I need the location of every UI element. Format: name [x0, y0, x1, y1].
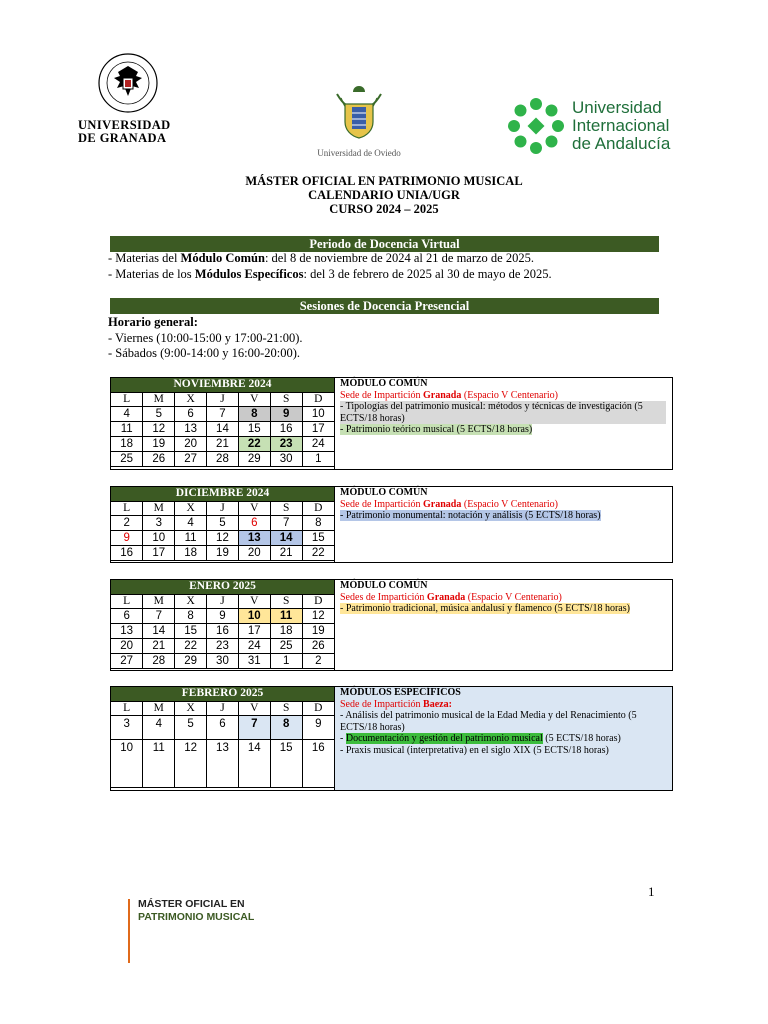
day-cell: 1	[270, 653, 302, 668]
weekday-label: L	[111, 701, 143, 715]
day-cell: 26	[302, 638, 334, 653]
weekday-label: X	[175, 501, 207, 515]
horario-line-1: - Viernes (10:00-15:00 y 17:00-21:00).	[108, 331, 303, 345]
day-cell: 6	[175, 406, 207, 421]
weekday-label: J	[207, 501, 239, 515]
day-cell: 2	[111, 515, 143, 530]
calendar-diciembre	[111, 487, 335, 562]
calendar-noviembre	[111, 378, 335, 469]
day-cell: 14	[207, 421, 239, 436]
day-cell: 12	[302, 608, 334, 623]
weekday-label: V	[238, 701, 270, 715]
footer-line-2: PATRIMONIO MUSICAL	[138, 911, 255, 923]
calendar-febrero	[111, 687, 335, 790]
day-cell: 6	[111, 608, 143, 623]
weekday-label: J	[207, 594, 239, 608]
session-day-cell: 14	[270, 530, 302, 545]
day-cell: 21	[270, 545, 302, 560]
day-cell: 19	[143, 436, 175, 451]
day-cell: 24	[238, 638, 270, 653]
sede-line: Sedes de Impartición Granada (Espacio V Centenario)	[340, 591, 562, 603]
day-cell: 12	[143, 421, 175, 436]
holiday-day-cell: 6	[238, 515, 270, 530]
day-cell: 25	[270, 638, 302, 653]
day-cell: 15	[270, 739, 302, 787]
weekday-label: M	[143, 392, 175, 406]
uniovi-logo	[304, 84, 414, 158]
day-cell: 10	[143, 530, 175, 545]
day-cell: 19	[302, 623, 334, 638]
day-cell: 17	[302, 421, 334, 436]
day-cell: 29	[175, 653, 207, 668]
title-line-1: MÁSTER OFICIAL EN PATRIMONIO MUSICAL	[245, 174, 523, 188]
horario-line-2: - Sábados (9:00-14:00 y 16:00-20:00).	[108, 346, 300, 360]
ugr-name: UNIVERSIDAD DE GRANADA	[78, 118, 171, 145]
day-cell: 7	[270, 515, 302, 530]
day-cell: 20	[111, 638, 143, 653]
session-day-cell: 7	[238, 715, 270, 739]
session-day-cell: 8	[270, 715, 302, 739]
weekday-label: L	[111, 501, 143, 515]
day-cell: 10	[302, 406, 334, 421]
subject-item: - Patrimonio monumental: notación y análisis (5 ECTS/18 horas)	[340, 510, 601, 521]
footer-brand	[138, 898, 254, 924]
day-cell: 22	[302, 545, 334, 560]
day-cell: 16	[207, 623, 239, 638]
uniovi-name: Universidad de Oviedo	[317, 148, 401, 158]
day-cell: 7	[207, 406, 239, 421]
subject-item: - Tipologías del patrimonio musical: métodos y técnicas de investigación (5 ECTS/18 horas)	[340, 401, 666, 424]
weekday-label: L	[111, 594, 143, 608]
day-cell: 13	[111, 623, 143, 638]
weekday-label: X	[175, 701, 207, 715]
day-cell: 12	[207, 530, 239, 545]
calendar-block-diciembre	[110, 486, 673, 563]
day-cell: 9	[302, 715, 334, 739]
day-cell: 1	[302, 451, 334, 466]
ugr-logo	[78, 52, 178, 145]
calendar-block-enero	[110, 579, 673, 671]
day-cell: 11	[175, 530, 207, 545]
page-number: 1	[648, 884, 655, 899]
module-heading: MÓDULOS ESPECÍFICOS	[340, 687, 461, 698]
day-cell: 15	[238, 421, 270, 436]
weekday-label: X	[175, 392, 207, 406]
weekday-label: L	[111, 392, 143, 406]
day-cell: 21	[143, 638, 175, 653]
module-heading: MÓDULO COMÚN	[340, 378, 428, 389]
day-cell: 10	[111, 739, 143, 787]
weekday-label: M	[143, 594, 175, 608]
day-cell: 17	[143, 545, 175, 560]
footer-divider	[128, 899, 130, 963]
holiday-day-cell: 9	[111, 530, 143, 545]
session-day-cell: 13	[238, 530, 270, 545]
virtual-heading: Periodo de Docencia Virtual	[110, 236, 659, 252]
subject-item: - Patrimonio teórico musical (5 ECTS/18 horas)	[340, 424, 533, 435]
module-heading: MÓDULO COMÚN	[340, 580, 428, 591]
day-cell: 17	[238, 623, 270, 638]
weekday-label: X	[175, 594, 207, 608]
unia-name: Universidad Internacional de Andalucía	[572, 98, 671, 153]
sede-line: Sede de Impartición Granada (Espacio V Centenario)	[340, 389, 558, 401]
virtual-line-1: - Materias del Módulo Común: del 8 de noviembre de 2024 al 21 de marzo de 2025.	[108, 251, 534, 265]
day-cell: 28	[143, 653, 175, 668]
day-cell: 27	[111, 653, 143, 668]
day-cell: 27	[175, 451, 207, 466]
subject-item: - Patrimonio tradicional, música andalusí y flamenco (5 ECTS/18 horas)	[340, 603, 630, 614]
calendar-block-noviembre	[110, 377, 673, 470]
day-cell: 18	[270, 623, 302, 638]
day-cell: 2	[302, 653, 334, 668]
day-cell: 5	[143, 406, 175, 421]
month-title: NOVIEMBRE 2024	[111, 378, 334, 392]
day-cell: 15	[302, 530, 334, 545]
weekday-label: J	[207, 701, 239, 715]
sede-line: Sede de Impartición Baeza:	[340, 698, 452, 710]
day-cell: 9	[207, 608, 239, 623]
weekday-label: V	[238, 392, 270, 406]
day-cell: 5	[175, 715, 207, 739]
day-cell: 11	[111, 421, 143, 436]
weekday-label: D	[302, 501, 334, 515]
module-heading: MÓDULO COMÚN	[340, 487, 428, 498]
module-info-enero	[335, 580, 672, 670]
weekday-label: M	[143, 501, 175, 515]
day-cell: 4	[111, 406, 143, 421]
module-info-febrero	[335, 687, 672, 790]
day-cell: 29	[238, 451, 270, 466]
session-day-cell: 9	[270, 406, 302, 421]
day-cell: 16	[302, 739, 334, 787]
session-day-cell: 10	[238, 608, 270, 623]
weekday-label: S	[270, 701, 302, 715]
day-cell: 19	[207, 545, 239, 560]
day-cell: 7	[143, 608, 175, 623]
day-cell: 13	[175, 421, 207, 436]
day-cell: 5	[207, 515, 239, 530]
module-info-diciembre	[335, 487, 672, 562]
unia-logo	[508, 98, 670, 154]
subject-item: - Documentación y gestión del patrimonio musical (5 ECTS/18 horas)	[340, 733, 621, 744]
day-cell: 20	[175, 436, 207, 451]
weekday-label: V	[238, 594, 270, 608]
weekday-label: S	[270, 594, 302, 608]
calendar-enero	[111, 580, 335, 670]
day-cell: 20	[238, 545, 270, 560]
unia-star-icon	[508, 98, 564, 154]
day-cell: 16	[111, 545, 143, 560]
sede-line: Sede de Impartición Granada (Espacio V Centenario)	[340, 498, 558, 510]
day-cell: 15	[175, 623, 207, 638]
weekday-label: D	[302, 594, 334, 608]
day-cell: 14	[238, 739, 270, 787]
calendar-block-febrero	[110, 686, 673, 791]
day-cell: 30	[207, 653, 239, 668]
day-cell: 4	[143, 715, 175, 739]
day-cell: 28	[207, 451, 239, 466]
session-day-cell: 23	[270, 436, 302, 451]
day-cell: 3	[111, 715, 143, 739]
month-title: ENERO 2025	[111, 580, 334, 594]
day-cell: 18	[175, 545, 207, 560]
module-info-noviembre	[335, 378, 672, 469]
uniovi-crest-icon	[319, 84, 399, 140]
day-cell: 31	[238, 653, 270, 668]
session-day-cell: 11	[270, 608, 302, 623]
day-cell: 11	[143, 739, 175, 787]
presencial-heading: Sesiones de Docencia Presencial	[110, 298, 659, 314]
weekday-label: M	[143, 701, 175, 715]
day-cell: 21	[207, 436, 239, 451]
horario-label: Horario general:	[108, 315, 198, 329]
footer-line-1: MÁSTER OFICIAL EN	[138, 898, 245, 910]
weekday-label: D	[302, 392, 334, 406]
day-cell: 25	[111, 451, 143, 466]
day-cell: 6	[207, 715, 239, 739]
day-cell: 8	[175, 608, 207, 623]
weekday-label: V	[238, 501, 270, 515]
weekday-label: S	[270, 392, 302, 406]
day-cell: 23	[207, 638, 239, 653]
day-cell: 8	[302, 515, 334, 530]
weekday-label: D	[302, 701, 334, 715]
title-line-2: CALENDARIO UNIA/UGR	[308, 188, 460, 202]
month-title: FEBRERO 2025	[111, 687, 334, 701]
day-cell: 18	[111, 436, 143, 451]
day-cell: 30	[270, 451, 302, 466]
weekday-label: S	[270, 501, 302, 515]
day-cell: 4	[175, 515, 207, 530]
day-cell: 12	[175, 739, 207, 787]
month-title: DICIEMBRE 2024	[111, 487, 334, 501]
subject-item: - Praxis musical (interpretativa) en el siglo XIX (5 ECTS/18 horas)	[340, 744, 609, 756]
document-title	[0, 174, 768, 216]
ugr-seal-icon	[97, 52, 159, 114]
subject-item: - Análisis del patrimonio musical de la Edad Media y del Renacimiento (5 ECTS/18 horas)	[340, 710, 637, 733]
weekday-label: J	[207, 392, 239, 406]
title-line-3: CURSO 2024 – 2025	[329, 202, 439, 216]
session-day-cell: 8	[238, 406, 270, 421]
session-day-cell: 22	[238, 436, 270, 451]
day-cell: 14	[143, 623, 175, 638]
day-cell: 24	[302, 436, 334, 451]
day-cell: 22	[175, 638, 207, 653]
day-cell: 13	[207, 739, 239, 787]
day-cell: 26	[143, 451, 175, 466]
day-cell: 16	[270, 421, 302, 436]
virtual-line-2: - Materias de los Módulos Específicos: del 3 de febrero de 2025 al 30 de mayo de 2025.	[108, 267, 552, 281]
day-cell: 3	[143, 515, 175, 530]
